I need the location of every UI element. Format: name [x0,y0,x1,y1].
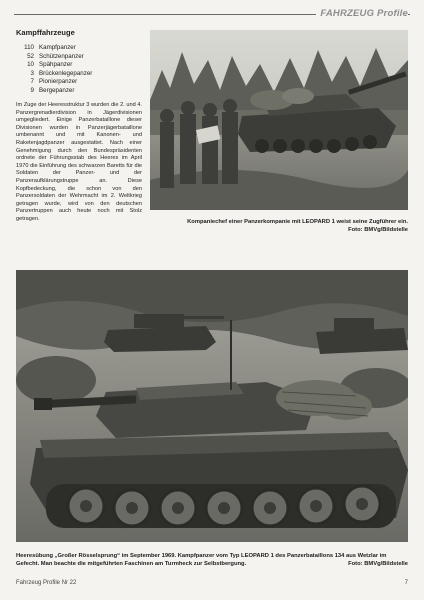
vehicle-count: 7 [30,78,34,85]
footer-publication: Fahrzeug Profile Nr 22 [16,580,77,586]
list-item [16,61,146,70]
vehicle-inventory-list [16,44,146,95]
photo-officers-briefing [150,30,408,210]
photo-caption-top [150,218,408,234]
photo-tank-exercise [16,270,408,542]
list-item [16,87,146,96]
list-item [16,53,146,62]
vehicle-count: 10 [27,61,34,68]
section-heading: Kampffahrzeuge [16,28,75,37]
photo-officers-briefing-image [150,30,408,210]
caption-text: Kompaniechef einer Panzerkompanie mit LEOPARD 1 weist seine Zugführer ein. [187,219,408,225]
vehicle-type: Kampfpanzer [39,44,76,51]
photo-credit: Foto: BMVg/Bildstelle [348,227,408,233]
list-item [16,44,146,53]
vehicle-count: 3 [30,69,34,77]
photo-caption-bottom [16,552,408,568]
photo-credit: Foto: BMVg/Bildstelle [348,561,408,567]
list-item [16,78,146,87]
vehicle-type: Spähpanzer [39,61,73,68]
list-item [16,70,146,79]
magazine-brand: FAHRZEUG Profile [316,8,408,19]
vehicle-type: Pionierpanzer [39,78,78,85]
vehicle-type: Bergepanzer [39,86,75,94]
vehicle-count: 9 [30,86,34,94]
vehicle-type: Brückenlegepanzer [39,69,93,77]
caption-text: Heeresübung „Großer Rösselsprung“ im September 1969. Kampfpanzer vom Typ LEOPARD 1 des Panzerbataillons 134 aus Wetzlar im Gefecht. Man beachte die mitgeführten Faschinen am Turmheck zur Selbstbergung. [16,553,387,567]
article-body-text: Im Zuge der Heeresstruktur 3 wurden die 2. und 4. Panzergrenadierdivision in Jägerdivisionen umgegliedert. Einige Panzerbataillone dieser Divisionen wurden in Panzerjägerbataillone umbenannt und mit Kanonen- und Raketenjagdpanzer ausgestattet. Nach einer Genehmigung durch den Bundespräsidenten ordnete der Führungsstab des Heeres im April 1970 die Einführung des schwarzen Baretts für die Soldaten der Panzer- und der Panzeraufklärungstruppe an. Diese Kopfbedeckung, die schon von den Panzersoldaten der Wehrmacht im 2. Weltkrieg getragen wurde, wird von den deutschen Panzertruppen auch heute noch mit Stolz getragen. [16,102,142,222]
vehicle-type: Schützenpanzer [39,52,84,60]
photo-tank-exercise-image [16,270,408,542]
vehicle-count: 52 [27,52,34,60]
page-number: 7 [404,580,408,586]
vehicle-count: 110 [24,44,34,51]
